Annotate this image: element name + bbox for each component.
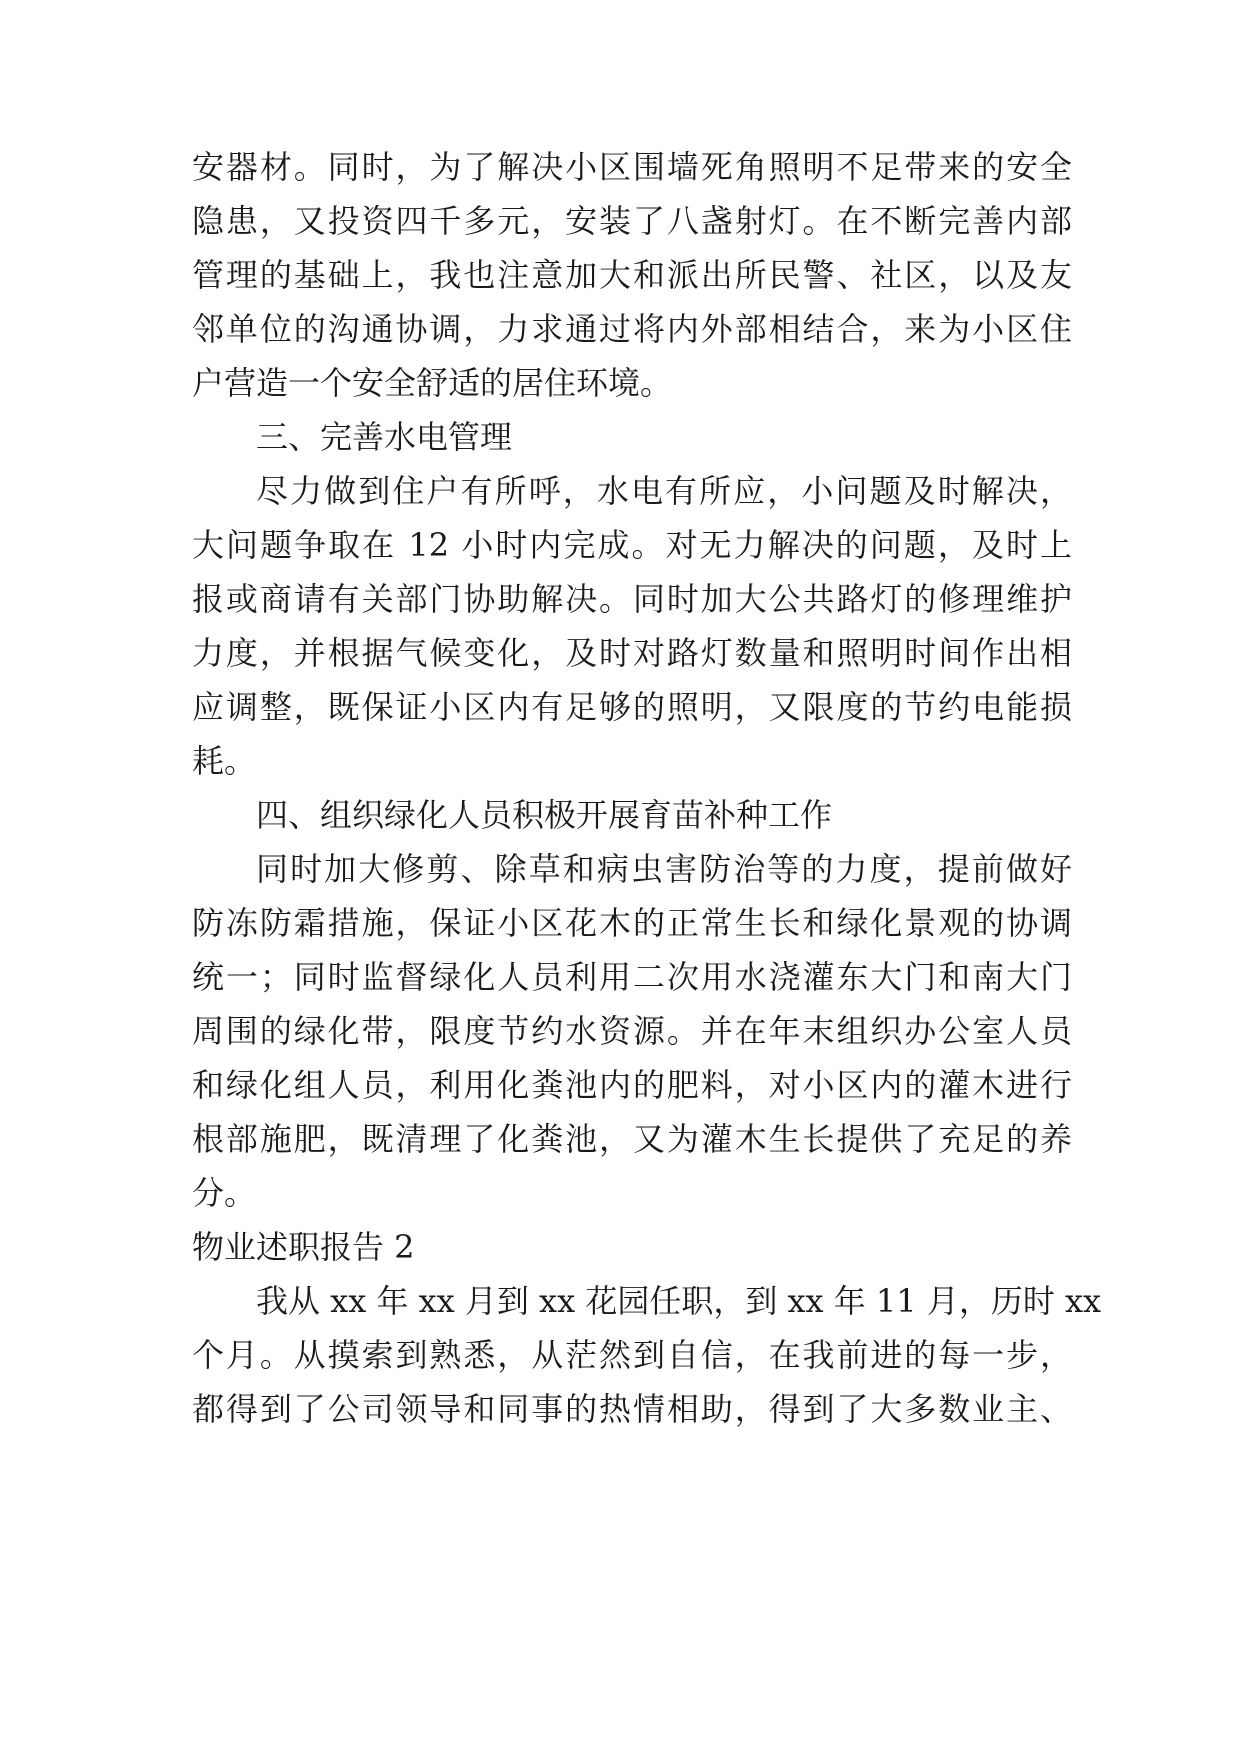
paragraph-line: 我从 xx 年 xx 月到 xx 花园任职，到 xx 年 11 月，历时 xx [256,1282,1102,1320]
paragraph-line: 应调整，既保证小区内有足够的照明，又限度的节约电能损 [192,688,1072,726]
paragraph-line: 根部施肥，既清理了化粪池，又为灌木生长提供了充足的养 [192,1120,1072,1158]
paragraph-line: 耗。 [192,742,257,780]
paragraph-line: 个月。从摸索到熟悉，从茫然到自信，在我前进的每一步， [192,1336,1072,1374]
paragraph-line: 同时加大修剪、除草和病虫害防治等的力度，提前做好 [256,850,1072,888]
paragraph-line: 大问题争取在 12 小时内完成。对无力解决的问题，及时上 [192,526,1072,564]
paragraph-line: 尽力做到住户有所呼，水电有所应，小问题及时解决， [256,472,1072,510]
paragraph-line: 隐患，又投资四千多元，安装了八盏射灯。在不断完善内部 [192,202,1072,240]
paragraph-line: 邻单位的沟通协调，力求通过将内外部相结合，来为小区住 [192,310,1072,348]
paragraph-line: 和绿化组人员，利用化粪池内的肥料，对小区内的灌木进行 [192,1066,1072,1104]
paragraph-line: 周围的绿化带，限度节约水资源。并在年末组织办公室人员 [192,1012,1072,1050]
paragraph-line: 报或商请有关部门协助解决。同时加大公共路灯的修理维护 [192,580,1072,618]
paragraph-line: 统一；同时监督绿化人员利用二次用水浇灌东大门和南大门 [192,958,1072,996]
paragraph-line: 防冻防霜措施，保证小区花木的正常生长和绿化景观的协调 [192,904,1072,942]
paragraph-line: 户营造一个安全舒适的居住环境。 [192,364,673,402]
section-heading-4: 四、组织绿化人员积极开展育苗补种工作 [256,796,833,834]
paragraph-line: 力度，并根据气候变化，及时对路灯数量和照明时间作出相 [192,634,1072,672]
paragraph-line: 都得到了公司领导和同事的热情相助，得到了大多数业主、 [192,1390,1072,1428]
paragraph-line: 管理的基础上，我也注意加大和派出所民警、社区，以及友 [192,256,1072,294]
section-heading-3: 三、完善水电管理 [256,418,513,456]
report-title: 物业述职报告 2 [192,1228,415,1266]
paragraph-line: 安器材。同时，为了解决小区围墙死角照明不足带来的安全 [192,148,1072,186]
paragraph-line: 分。 [192,1174,257,1212]
